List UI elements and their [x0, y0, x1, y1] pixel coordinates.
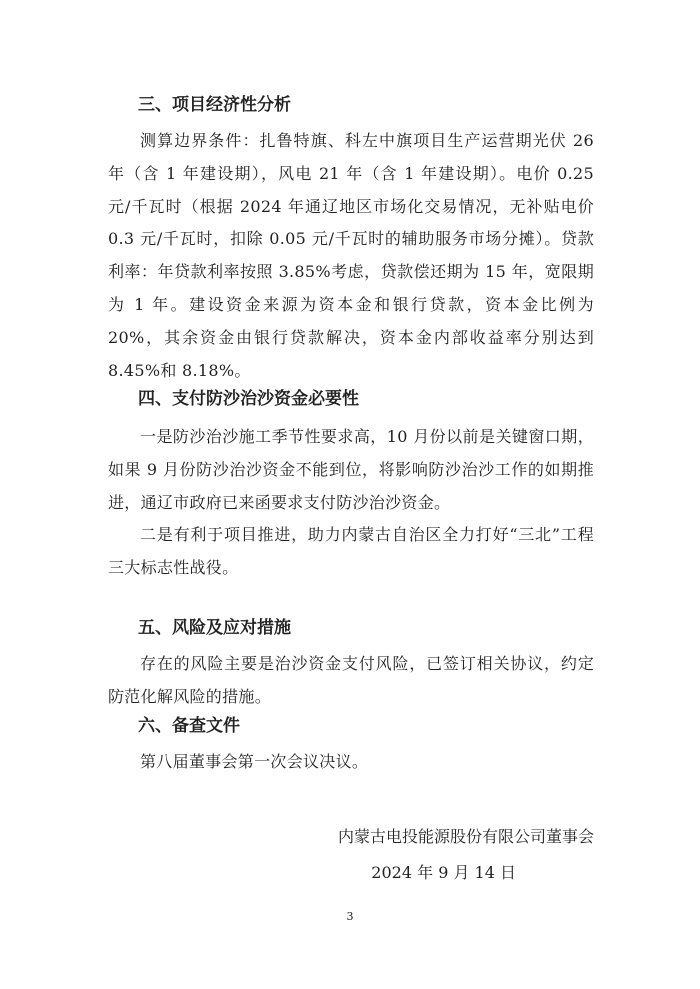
risk-measures-paragraph: 存在的风险主要是治沙资金支付风险，已签订相关协议，约定防范化解风险的措施。 — [108, 654, 594, 706]
section-heading-sand-control-necessity: 四、支付防沙治沙资金必要性 — [138, 389, 359, 409]
section-heading-risk-measures: 五、风险及应对措施 — [138, 618, 291, 638]
reference-documents-paragraph: 第八届董事会第一次会议决议。 — [140, 752, 369, 771]
economic-analysis-paragraph: 测算边界条件：扎鲁特旗、科左中旗项目生产运营期光伏 26 年（含 1 年建设期），风电 21 年（含 1 年建设期）。电价 0.25 元/千瓦时（根据 2024 年通辽地区市场化交易情况，无补贴电价 0.3 元/千瓦时，扣除 0.05 元/千瓦时的辅助服务市场分摊）。贷款利率：年贷款利率按照 3.85%考虑，贷款偿还期为 15 年，宽限期为 1 年。建设资金来源为资本金和银行贷款，资本金比例为 20%，其余资金由银行贷款解决，资本金内部收益率分别达到 8.45%和 8.18%。 — [108, 131, 594, 380]
page-number: 3 — [346, 910, 354, 923]
signature-organization: 内蒙古电投能源股份有限公司董事会 — [337, 827, 594, 846]
sand-control-necessity-paragraph-2: 二是有利于项目推进，助力内蒙古自治区全力打好“三北”工程三大标志性战役。 — [108, 525, 594, 577]
signature-date: 2024 年 9 月 14 日 — [371, 863, 516, 882]
sand-control-necessity-paragraph-1: 一是防沙治沙施工季节性要求高，10 月份以前是关键窗口期，如果 9 月份防沙治沙资金不能到位，将影响防沙治沙工作的如期推进，通辽市政府已来函要求支付防沙治沙资金。 — [108, 427, 594, 512]
section-heading-reference-documents: 六、备查文件 — [138, 716, 240, 736]
section-heading-economic-analysis: 三、项目经济性分析 — [138, 95, 291, 115]
